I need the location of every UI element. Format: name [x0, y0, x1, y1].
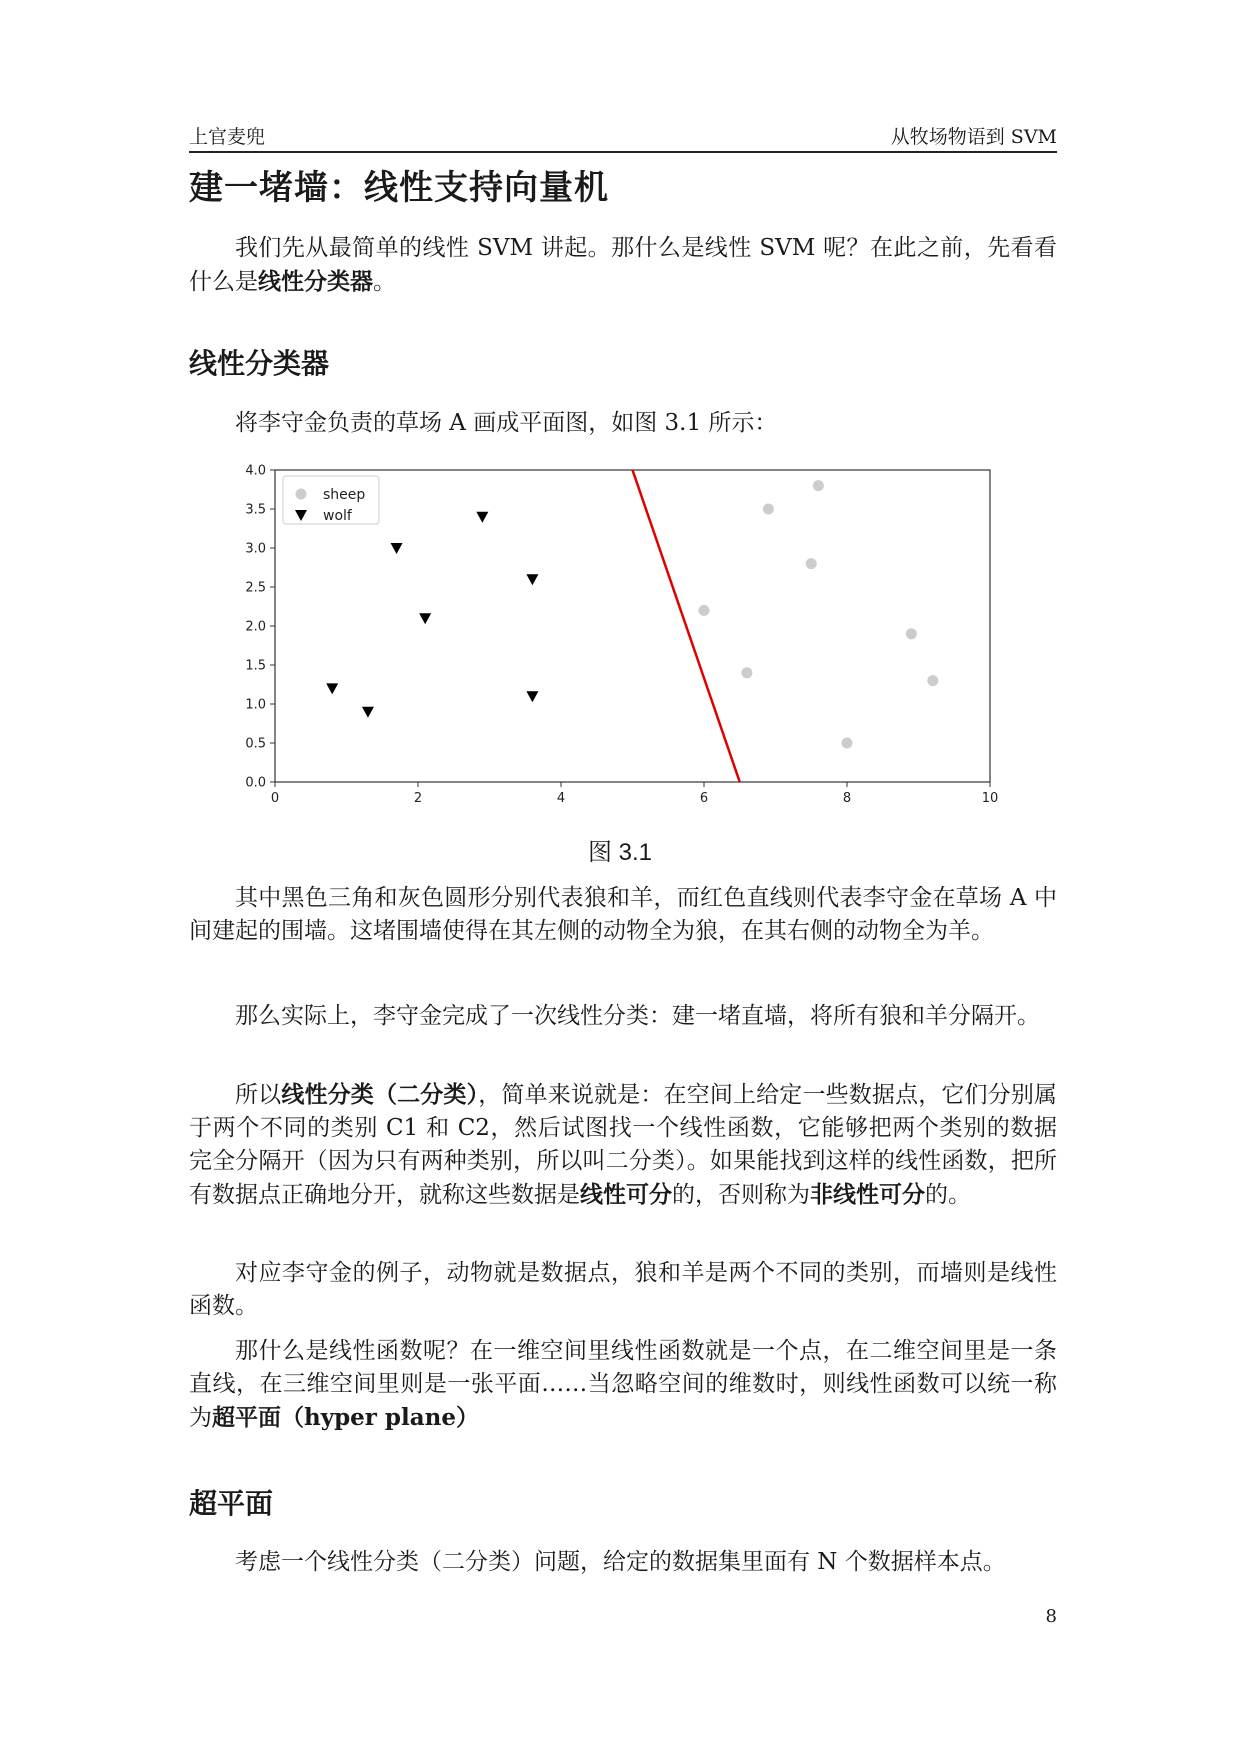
- legend-marker-sheep: [296, 489, 307, 500]
- term-hyperplane: 超平面（hyper plane）: [212, 1404, 480, 1431]
- section-title: 建一堵墙：线性支持向量机: [189, 168, 609, 208]
- mapping-paragraph: 对应李守金的例子，动物就是数据点，狼和羊是两个不同的类别，而墙则是线性函数。: [189, 1260, 1057, 1319]
- header-rule: [189, 151, 1057, 153]
- x-tick-label: 4: [556, 791, 566, 806]
- page-number: 8: [1045, 1606, 1057, 1627]
- header-author: 上官麦兜: [189, 126, 266, 148]
- y-tick-label: 4.0: [245, 463, 266, 479]
- plane-paragraph: 将李守金负责的草场 A 画成平面图，如图 3.1 所示：: [235, 410, 778, 436]
- sheep-point: [927, 675, 938, 686]
- wolf-point: [326, 683, 338, 694]
- y-tick-label: 3.5: [245, 502, 266, 518]
- term-nonlinearly-separable: 非线性可分: [810, 1181, 925, 1208]
- wolf-point: [362, 707, 374, 718]
- actual-paragraph: 那么实际上，李守金完成了一次线性分类：建一堵直墙，将所有狼和羊分隔开。: [235, 1003, 1040, 1029]
- sheep-point: [763, 504, 774, 515]
- wolf-point: [526, 691, 538, 702]
- wolf-point: [526, 574, 538, 585]
- sheep-point: [699, 605, 710, 616]
- x-tick-label: 6: [699, 791, 709, 806]
- separator-wall-line: [633, 470, 740, 782]
- consider-paragraph: 考虑一个线性分类（二分类）问题，给定的数据集里面有 N 个数据样本点。: [235, 1549, 1006, 1575]
- scatter-chart: [215, 458, 1005, 818]
- header-book-title: 从牧场物语到 SVM: [890, 126, 1057, 148]
- figure-caption: 图 3.1: [587, 839, 653, 866]
- wolf-point: [391, 543, 403, 554]
- sheep-point: [842, 738, 853, 749]
- y-tick-label: 3.0: [245, 541, 266, 557]
- term-linearly-separable: 线性可分: [580, 1181, 672, 1208]
- y-tick-label: 0.0: [245, 775, 266, 791]
- x-tick-label: 2: [413, 791, 423, 806]
- x-tick-label: 10: [981, 791, 999, 806]
- y-tick-label: 0.5: [245, 736, 266, 752]
- subsection-linear-classifier: 线性分类器: [189, 347, 330, 380]
- y-tick-label: 1.0: [245, 697, 266, 713]
- legend-label-sheep: sheep: [323, 487, 366, 503]
- sheep-point: [806, 558, 817, 569]
- sheep-point: [906, 628, 917, 639]
- y-tick-label: 1.5: [245, 658, 266, 674]
- y-tick-label: 2.5: [245, 580, 266, 596]
- term-linear-classification: 线性分类（二分类）: [281, 1081, 479, 1108]
- subsection-hyperplane: 超平面: [189, 1487, 274, 1520]
- y-tick-label: 2.0: [245, 619, 266, 635]
- function-paragraph: 那什么是线性函数呢？在一维空间里线性函数就是一个点，在二维空间里是一条直线，在三维空间里则是一张平面……当忽略空间的维数时，则线性函数可以统一称为超平面（hyper plane）: [189, 1338, 1057, 1431]
- x-tick-label: 8: [842, 791, 852, 806]
- legend-label-wolf: wolf: [323, 508, 352, 524]
- sheep-point: [741, 667, 752, 678]
- wolf-point: [476, 512, 488, 523]
- sheep-point: [813, 480, 824, 491]
- term-linear-classifier: 线性分类器: [258, 268, 373, 295]
- definition-paragraph: 所以线性分类（二分类），简单来说就是：在空间上给定一些数据点，它们分别属于两个不同的类别 C1 和 C2，然后试图找一个线性函数，它能够把两个类别的数据完全分隔开（因为只有两种类别，所以叫二分类）。如果能找到这样的线性函数，把所有数据点正确地分开，就称这些数据是线性可分的，否则称为非线性可分的。: [189, 1081, 1058, 1208]
- intro-paragraph: 我们先从最简单的线性 SVM 讲起。那什么是线性 SVM 呢？在此之前，先看看什么是线性分类器。: [189, 235, 1057, 295]
- explain-paragraph: 其中黑色三角和灰色圆形分别代表狼和羊，而红色直线则代表李守金在草场 A 中间建起的围墙。这堵围墙使得在其左侧的动物全为狼，在其右侧的动物全为羊。: [189, 885, 1057, 944]
- plot-frame: [275, 470, 990, 782]
- x-tick-label: 0: [270, 791, 280, 806]
- wolf-point: [419, 613, 431, 624]
